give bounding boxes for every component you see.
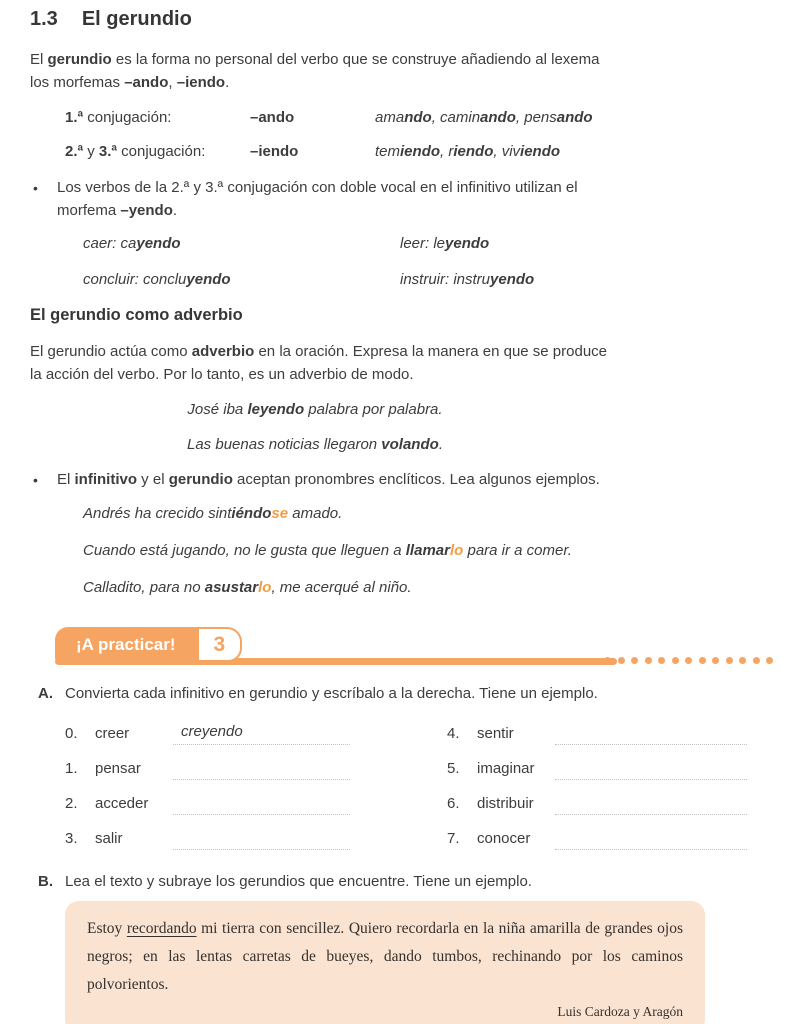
item-number: 3.	[65, 829, 78, 847]
yendo-examples	[83, 233, 779, 291]
dotted-separator	[604, 657, 773, 664]
exercise-b-instruction	[38, 871, 779, 893]
item-number: 4.	[447, 724, 460, 742]
conjugation-row	[65, 141, 779, 163]
exercise-item	[65, 758, 350, 780]
conjugation-morpheme: –iendo	[250, 143, 299, 160]
answer-line[interactable]	[173, 795, 350, 815]
item-number: 0.	[65, 724, 78, 742]
bullet-item-encliticos	[33, 469, 779, 492]
answer-line[interactable]	[173, 830, 350, 850]
item-number: 7.	[447, 829, 460, 847]
item-verb: imaginar	[477, 759, 535, 777]
section-number: 1.3	[30, 8, 58, 30]
bullet-icon: •	[33, 472, 38, 488]
quote-attribution: Luis Cardoza y Aragón	[557, 1003, 683, 1019]
bullet-item-yendo	[33, 177, 779, 222]
item-verb: salir	[95, 829, 123, 847]
exercise-item	[447, 828, 747, 850]
practicar-tab: ¡A practicar!	[55, 627, 197, 662]
example-pair-row	[83, 233, 779, 255]
conjugation-label: 2.ª y 3.ª conjugación:	[65, 143, 206, 160]
conjugation-morpheme: –ando	[250, 109, 295, 126]
answer-line[interactable]	[555, 830, 747, 850]
intro-paragraph: El gerundio es la forma no personal del verbo que se construye añadiendo al lexema los morfemas –ando, –iendo.	[30, 51, 600, 91]
exercise-item	[65, 828, 350, 850]
answer-line[interactable]: creyendo	[173, 721, 350, 745]
item-verb: sentir	[477, 724, 514, 742]
adverb-paragraph: El gerundio actúa como adverbio en la oración. Expresa la manera en que se produce la acción del verbo. Por lo tanto, es un adverbio de modo.	[30, 343, 608, 383]
section-title: El gerundio	[81, 8, 192, 30]
exercise-a-instruction	[38, 683, 779, 705]
conjugation-row	[65, 107, 779, 129]
adverb-examples	[30, 399, 779, 456]
banner-tabs	[55, 627, 242, 662]
conjugation-label: 1.ª conjugación:	[65, 109, 172, 126]
item-verb: acceder	[95, 794, 149, 812]
example-right: leer: leyendo	[400, 235, 490, 252]
item-number: 1.	[65, 759, 78, 777]
item-verb: creer	[95, 724, 130, 742]
reading-quote-box	[65, 901, 705, 1024]
enclitic-example: Andrés ha crecido sintiéndose amado.	[83, 504, 343, 522]
quote-text: Estoy recordando mi tierra con sencillez. Quiero recordarla en la niña amarilla de grandes ojos negros; en las lentas carretas de bueyes, dando tumbos, rechinando por los caminos polvorientos.	[87, 919, 683, 993]
example-left: concluir: concluyendo	[83, 271, 231, 288]
bullet-text: Los verbos de la 2.ª y 3.ª conjugación con doble vocal en el infinitivo utilizan el morfema –yendo.	[57, 179, 578, 219]
bullet-icon: •	[33, 180, 38, 196]
answer-line[interactable]	[173, 760, 350, 780]
item-number: 2.	[65, 794, 78, 812]
answer-line[interactable]	[555, 795, 747, 815]
subheading-adverbio: El gerundio como adverbio	[30, 306, 243, 324]
exercise-b-text: Lea el texto y subraye los gerundios que encuentre. Tiene un ejemplo.	[65, 872, 532, 890]
example-sentence: José iba leyendo palabra por palabra.	[187, 401, 443, 418]
example-sentence: Las buenas noticias llegaron volando.	[187, 436, 443, 453]
item-number: 6.	[447, 794, 460, 812]
answer-line[interactable]	[555, 725, 747, 745]
item-verb: conocer	[477, 829, 531, 847]
exercise-item	[447, 721, 747, 745]
exercise-item	[65, 721, 350, 745]
activity-number-tab: 3	[197, 627, 243, 662]
bullet-text: El infinitivo y el gerundio aceptan pronombres enclíticos. Lea algunos ejemplos.	[57, 471, 600, 488]
item-number: 5.	[447, 759, 460, 777]
item-verb: pensar	[95, 759, 141, 777]
exercise-b-label: B.	[38, 872, 53, 890]
conjugation-examples: temiendo, riendo, viviendo	[375, 143, 561, 160]
exercise-item	[447, 758, 747, 780]
enclitic-example: Cuando está jugando, no le gusta que lleguen a llamarlo para ir a comer.	[83, 541, 572, 559]
exercise-a-label: A.	[38, 684, 53, 702]
section-heading	[30, 8, 779, 31]
exercise-item	[447, 793, 747, 815]
example-left: caer: cayendo	[83, 235, 181, 252]
exercise-item	[65, 793, 350, 815]
practicar-banner	[30, 623, 779, 665]
example-pair-row	[83, 269, 779, 291]
enclitic-example: Calladito, para no asustarlo, me acerqué al niño.	[83, 578, 412, 596]
exercise-a-list	[65, 721, 779, 850]
conjugation-examples: amando, caminando, pensando	[375, 109, 593, 126]
item-verb: distribuir	[477, 794, 534, 812]
conjugation-table	[65, 107, 779, 163]
exercise-a-text: Convierta cada infinitivo en gerundio y escríbalo a la derecha. Tiene un ejemplo.	[65, 684, 598, 702]
answer-line[interactable]	[555, 760, 747, 780]
example-right: instruir: instruyendo	[400, 271, 535, 288]
